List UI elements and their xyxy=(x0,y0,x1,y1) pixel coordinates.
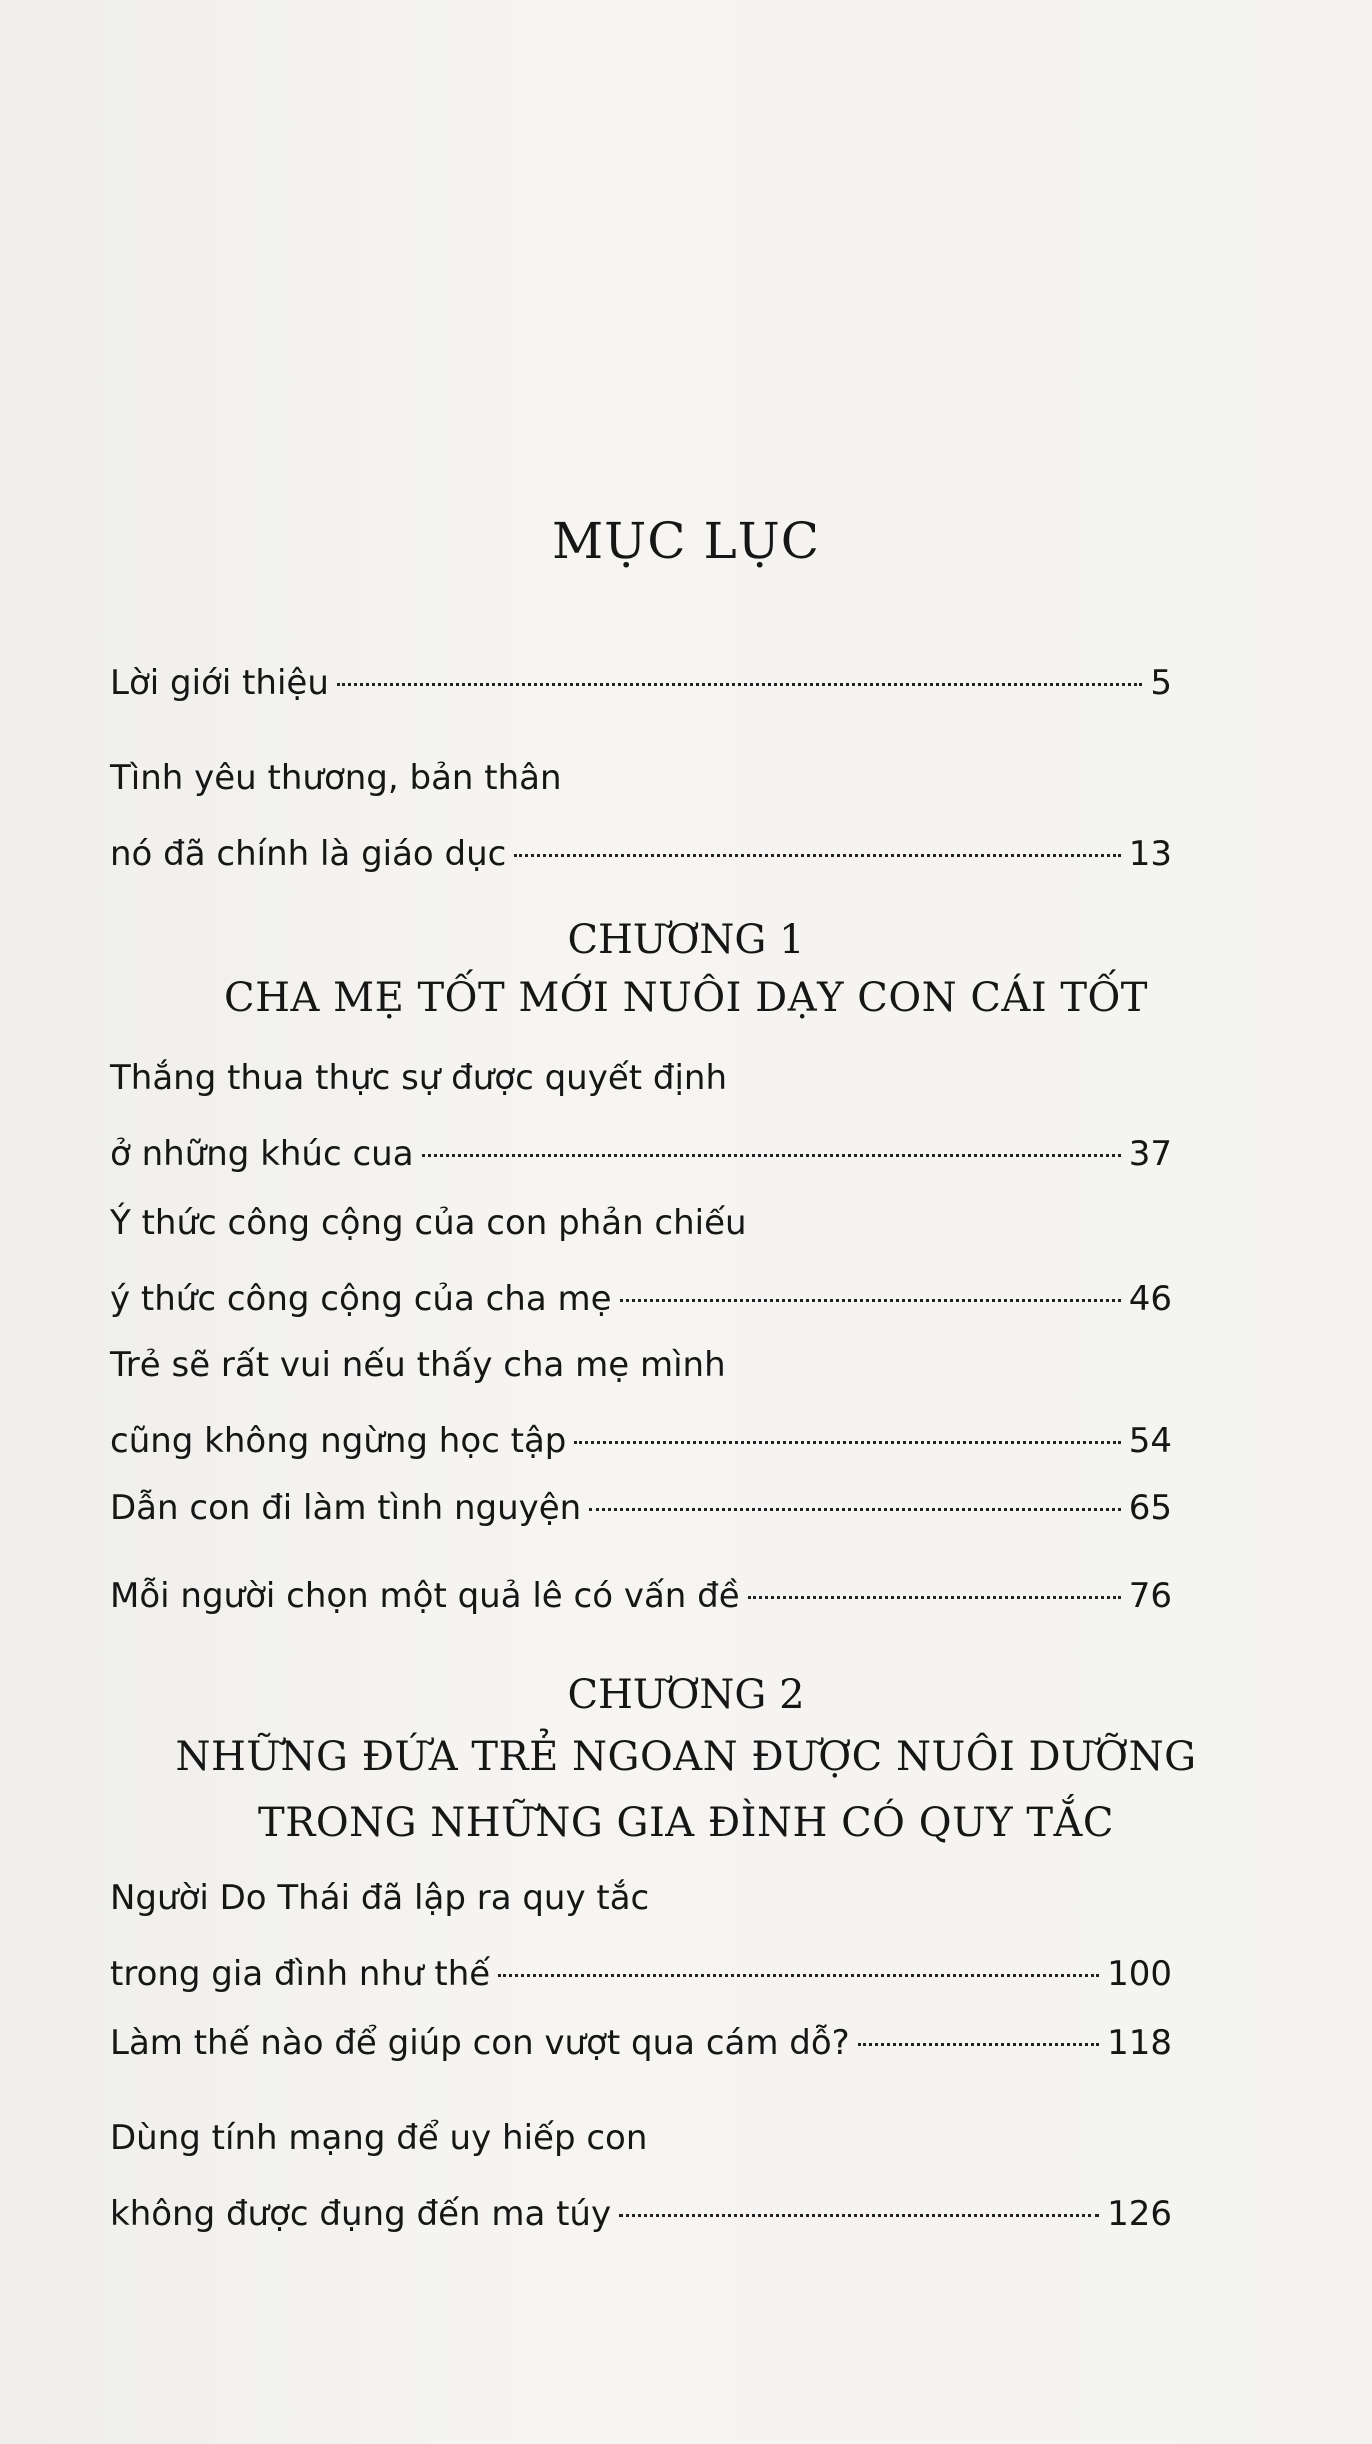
page-number: 100 xyxy=(1107,1954,1172,1994)
toc-title: MỤC LỤC xyxy=(551,512,821,570)
toc-entry[interactable] xyxy=(110,2100,1172,2252)
entry-title-line2: nó đã chính là giáo dục xyxy=(110,834,507,874)
entry-title-line1: Tình yêu thương, bản thân xyxy=(110,758,562,798)
toc-entry[interactable] xyxy=(110,2005,1172,2081)
chapter-label: CHƯƠNG 1 xyxy=(567,917,805,963)
entry-title-line1: Trẻ sẽ rất vui nếu thấy cha mẹ mình xyxy=(110,1345,726,1385)
chapter-title: CHA MẸ TỐT MỚI NUÔI DẠY CON CÁI TỐT xyxy=(224,975,1148,1021)
dot-leader xyxy=(514,854,1120,857)
dot-leader xyxy=(619,2214,1099,2217)
entry-title: Lời giới thiệu xyxy=(110,663,329,703)
entry-title-line2: trong gia đình như thế xyxy=(110,1954,491,1994)
page-number: 65 xyxy=(1128,1488,1172,1528)
entry-title-line2: ý thức công cộng của cha mẹ xyxy=(110,1279,612,1319)
dot-leader xyxy=(337,683,1142,686)
dot-leader xyxy=(422,1154,1121,1157)
dot-leader xyxy=(620,1299,1121,1302)
entry-title-line1: Dùng tính mạng để uy hiếp con xyxy=(110,2118,648,2158)
toc-entry[interactable] xyxy=(110,1185,1172,1337)
page-number: 54 xyxy=(1128,1421,1172,1461)
entry-title: Làm thế nào để giúp con vượt qua cám dỗ? xyxy=(110,2023,850,2063)
entry-title: Mỗi người chọn một quả lê có vấn đề xyxy=(110,1576,740,1616)
toc-entry[interactable] xyxy=(110,1327,1172,1479)
entry-title-line1: Thắng thua thực sự được quyết định xyxy=(110,1058,728,1098)
dot-leader xyxy=(589,1508,1121,1511)
toc-entry[interactable] xyxy=(110,1558,1172,1634)
toc-entry[interactable] xyxy=(110,1860,1172,2012)
entry-title-line2: ở những khúc cua xyxy=(110,1134,414,1174)
entry-title-line2: cũng không ngừng học tập xyxy=(110,1421,567,1461)
chapter-title: NHỮNG ĐỨA TRẺ NGOAN ĐƯỢC NUÔI DƯỠNG xyxy=(175,1734,1197,1780)
entry-title-line1: Ý thức công cộng của con phản chiếu xyxy=(110,1203,747,1243)
dot-leader xyxy=(748,1596,1121,1599)
toc-entry[interactable] xyxy=(110,740,1172,892)
page-number: 126 xyxy=(1107,2194,1172,2234)
toc-entry[interactable] xyxy=(110,1470,1172,1546)
entry-title: Dẫn con đi làm tình nguyện xyxy=(110,1488,582,1528)
chapter-label: CHƯƠNG 2 xyxy=(567,1672,805,1718)
page-number: 46 xyxy=(1128,1279,1172,1319)
dot-leader xyxy=(574,1441,1120,1444)
page-number: 37 xyxy=(1128,1134,1172,1174)
page-number: 76 xyxy=(1128,1576,1172,1616)
page-number: 5 xyxy=(1150,663,1172,703)
dot-leader xyxy=(498,1974,1099,1977)
page-number: 118 xyxy=(1107,2023,1172,2063)
page-number: 13 xyxy=(1128,834,1172,874)
entry-title-line2: không được đụng đến ma túy xyxy=(110,2194,612,2234)
toc-entry[interactable] xyxy=(110,1040,1172,1192)
toc-entry[interactable] xyxy=(110,645,1172,721)
chapter-title-line2: TRONG NHỮNG GIA ĐÌNH CÓ QUY TẮC xyxy=(258,1800,1114,1846)
dot-leader xyxy=(858,2043,1099,2046)
entry-title-line1: Người Do Thái đã lập ra quy tắc xyxy=(110,1878,650,1918)
